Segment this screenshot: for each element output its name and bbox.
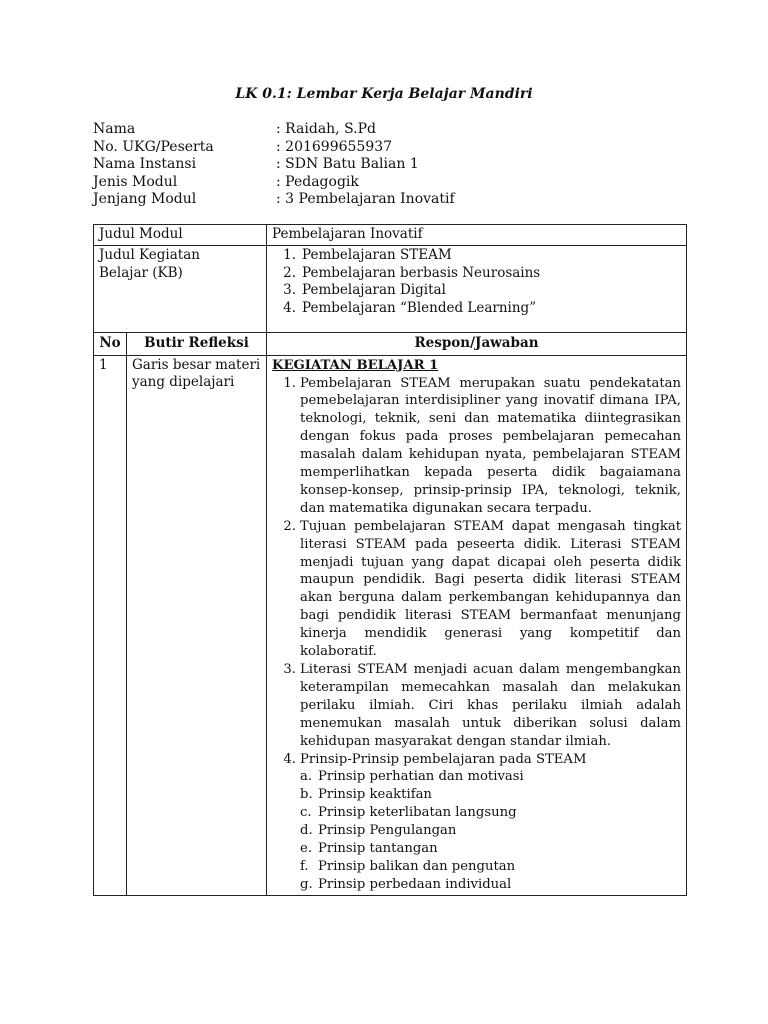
info-row-instansi bbox=[93, 156, 455, 174]
sub-letter: c. bbox=[300, 805, 312, 821]
point-number: 4. bbox=[283, 751, 297, 767]
list-item bbox=[272, 751, 681, 769]
sub-letter: e. bbox=[300, 841, 313, 857]
sub-text: Prinsip keterlibatan langsung bbox=[318, 805, 517, 821]
sub-text: Prinsip perbedaan individual bbox=[318, 876, 512, 892]
list-item bbox=[272, 375, 681, 518]
list-item bbox=[272, 282, 681, 300]
table-row bbox=[94, 355, 687, 895]
sub-text: Prinsip Pengulangan bbox=[318, 823, 457, 839]
info-value: : SDN Batu Balian 1 bbox=[276, 156, 419, 172]
kegiatan-heading: KEGIATAN BELAJAR 1 bbox=[272, 357, 439, 373]
point-number: 1. bbox=[283, 375, 297, 391]
document-title: LK 0.1: Lembar Kerja Belajar Mandiri bbox=[235, 86, 533, 102]
sub-text: Prinsip tantangan bbox=[318, 841, 438, 857]
sub-item bbox=[272, 786, 681, 804]
info-row-jenjang-modul bbox=[93, 191, 455, 209]
info-row-ukg bbox=[93, 139, 455, 157]
kb-label-line2: Belajar (KB) bbox=[99, 264, 183, 281]
list-text: Pembelajaran STEAM bbox=[302, 246, 452, 263]
kb-label-line1: Judul Kegiatan bbox=[99, 246, 200, 263]
point-number: 3. bbox=[283, 662, 297, 677]
list-number: 1. bbox=[283, 246, 297, 263]
point-text: Literasi STEAM menjadi acuan dalam mengembangkan keterampilan memecahkan masalah dan melakukan perilaku ilmiah. Ciri khas perilaku ilmiah adalah menemukan masalah untuk diberikan solusi dalam kehidupan masyarakat dengan standar ilmiah. bbox=[300, 662, 681, 749]
list-item bbox=[272, 247, 681, 265]
info-label: No. UKG/Peserta bbox=[93, 138, 214, 155]
sub-item bbox=[272, 768, 681, 786]
info-value: : Pedagogik bbox=[276, 173, 359, 190]
row-number: 1 bbox=[94, 355, 127, 895]
row-butir: Garis besar materi yang dipelajari bbox=[127, 355, 267, 895]
info-label: Jenis Modul bbox=[93, 173, 178, 190]
list-number: 2. bbox=[283, 264, 297, 281]
judul-modul-label: Judul Modul bbox=[94, 225, 267, 246]
info-label: Jenjang Modul bbox=[93, 191, 197, 207]
sub-item bbox=[272, 876, 681, 894]
table-row bbox=[94, 245, 687, 332]
row-respon bbox=[267, 355, 687, 895]
sub-letter: d. bbox=[300, 823, 313, 839]
point-text: Prinsip-Prinsip pembelajaran pada STEAM bbox=[300, 751, 587, 767]
header-no: No bbox=[94, 332, 127, 355]
sub-letter: b. bbox=[300, 787, 313, 803]
reflection-table bbox=[93, 224, 687, 896]
list-item bbox=[272, 661, 681, 751]
sub-text: Prinsip keaktifan bbox=[318, 787, 432, 803]
sub-item bbox=[272, 840, 681, 858]
sub-letter: a. bbox=[300, 769, 313, 785]
header-butir: Butir Refleksi bbox=[127, 332, 267, 355]
list-text: Pembelajaran “Blended Learning” bbox=[302, 300, 537, 317]
list-number: 4. bbox=[283, 300, 297, 317]
sub-item bbox=[272, 858, 681, 876]
info-value: : 201699655937 bbox=[276, 138, 393, 155]
kb-list bbox=[272, 247, 681, 318]
info-label: Nama bbox=[93, 121, 136, 137]
list-item bbox=[272, 300, 681, 318]
list-item bbox=[272, 265, 681, 283]
sub-letter: f. bbox=[300, 858, 309, 874]
list-item bbox=[272, 518, 681, 661]
info-label: Nama Instansi bbox=[93, 156, 197, 172]
list-text: Pembelajaran Digital bbox=[302, 282, 446, 299]
point-text: Tujuan pembelajaran STEAM dapat mengasah tingkat literasi STEAM pada peseerta didik. Literasi STEAM menjadi tujuan yang dapat dicapai oleh peserta didik maupun pendidik. Bagi peserta didik literasi STEAM akan berguna dalam perkembangan kehidupannya dan bagi pendidik literasi STEAM bermanfaat menunjang kinerja mendidik generasi yang kompetitif dan kolaboratif. bbox=[300, 518, 681, 660]
list-text: Pembelajaran berbasis Neurosains bbox=[302, 264, 541, 281]
judul-modul-value: Pembelajaran Inovatif bbox=[267, 225, 687, 246]
sub-item bbox=[272, 822, 681, 840]
sub-item bbox=[272, 804, 681, 822]
info-value: : Raidah, S.Pd bbox=[276, 121, 377, 137]
sub-text: Prinsip perhatian dan motivasi bbox=[318, 769, 524, 785]
table-row bbox=[94, 225, 687, 246]
sub-text: Prinsip balikan dan pengutan bbox=[318, 858, 516, 874]
info-row-nama bbox=[93, 121, 455, 139]
info-value: : 3 Pembelajaran Inovatif bbox=[276, 191, 455, 207]
kb-list-cell bbox=[267, 245, 687, 332]
header-respon: Respon/Jawaban bbox=[267, 332, 687, 355]
sub-letter: g. bbox=[300, 876, 313, 892]
point-text: Pembelajaran STEAM merupakan suatu pendekatatan pemebelajaran interdisipliner yang inovatif dimana IPA, teknologi, teknik, seni dan matematika diintegrasikan dengan fokus pada proses pembelajaran pemecahan masalah dalam kehidupan nyata, pembelajaran STEAM memperlihatkan kepada peserta didik bagaiamana konsep-konsep, prinsip-prinsip IPA, teknologi, teknik, dan matematika digunakan secara terpadu. bbox=[300, 375, 681, 516]
info-row-jenis-modul bbox=[93, 174, 455, 192]
identity-block bbox=[93, 121, 455, 209]
list-number: 3. bbox=[283, 282, 297, 299]
table-header-row bbox=[94, 332, 687, 355]
point-number: 2. bbox=[283, 518, 297, 534]
kb-label-cell bbox=[94, 245, 267, 332]
